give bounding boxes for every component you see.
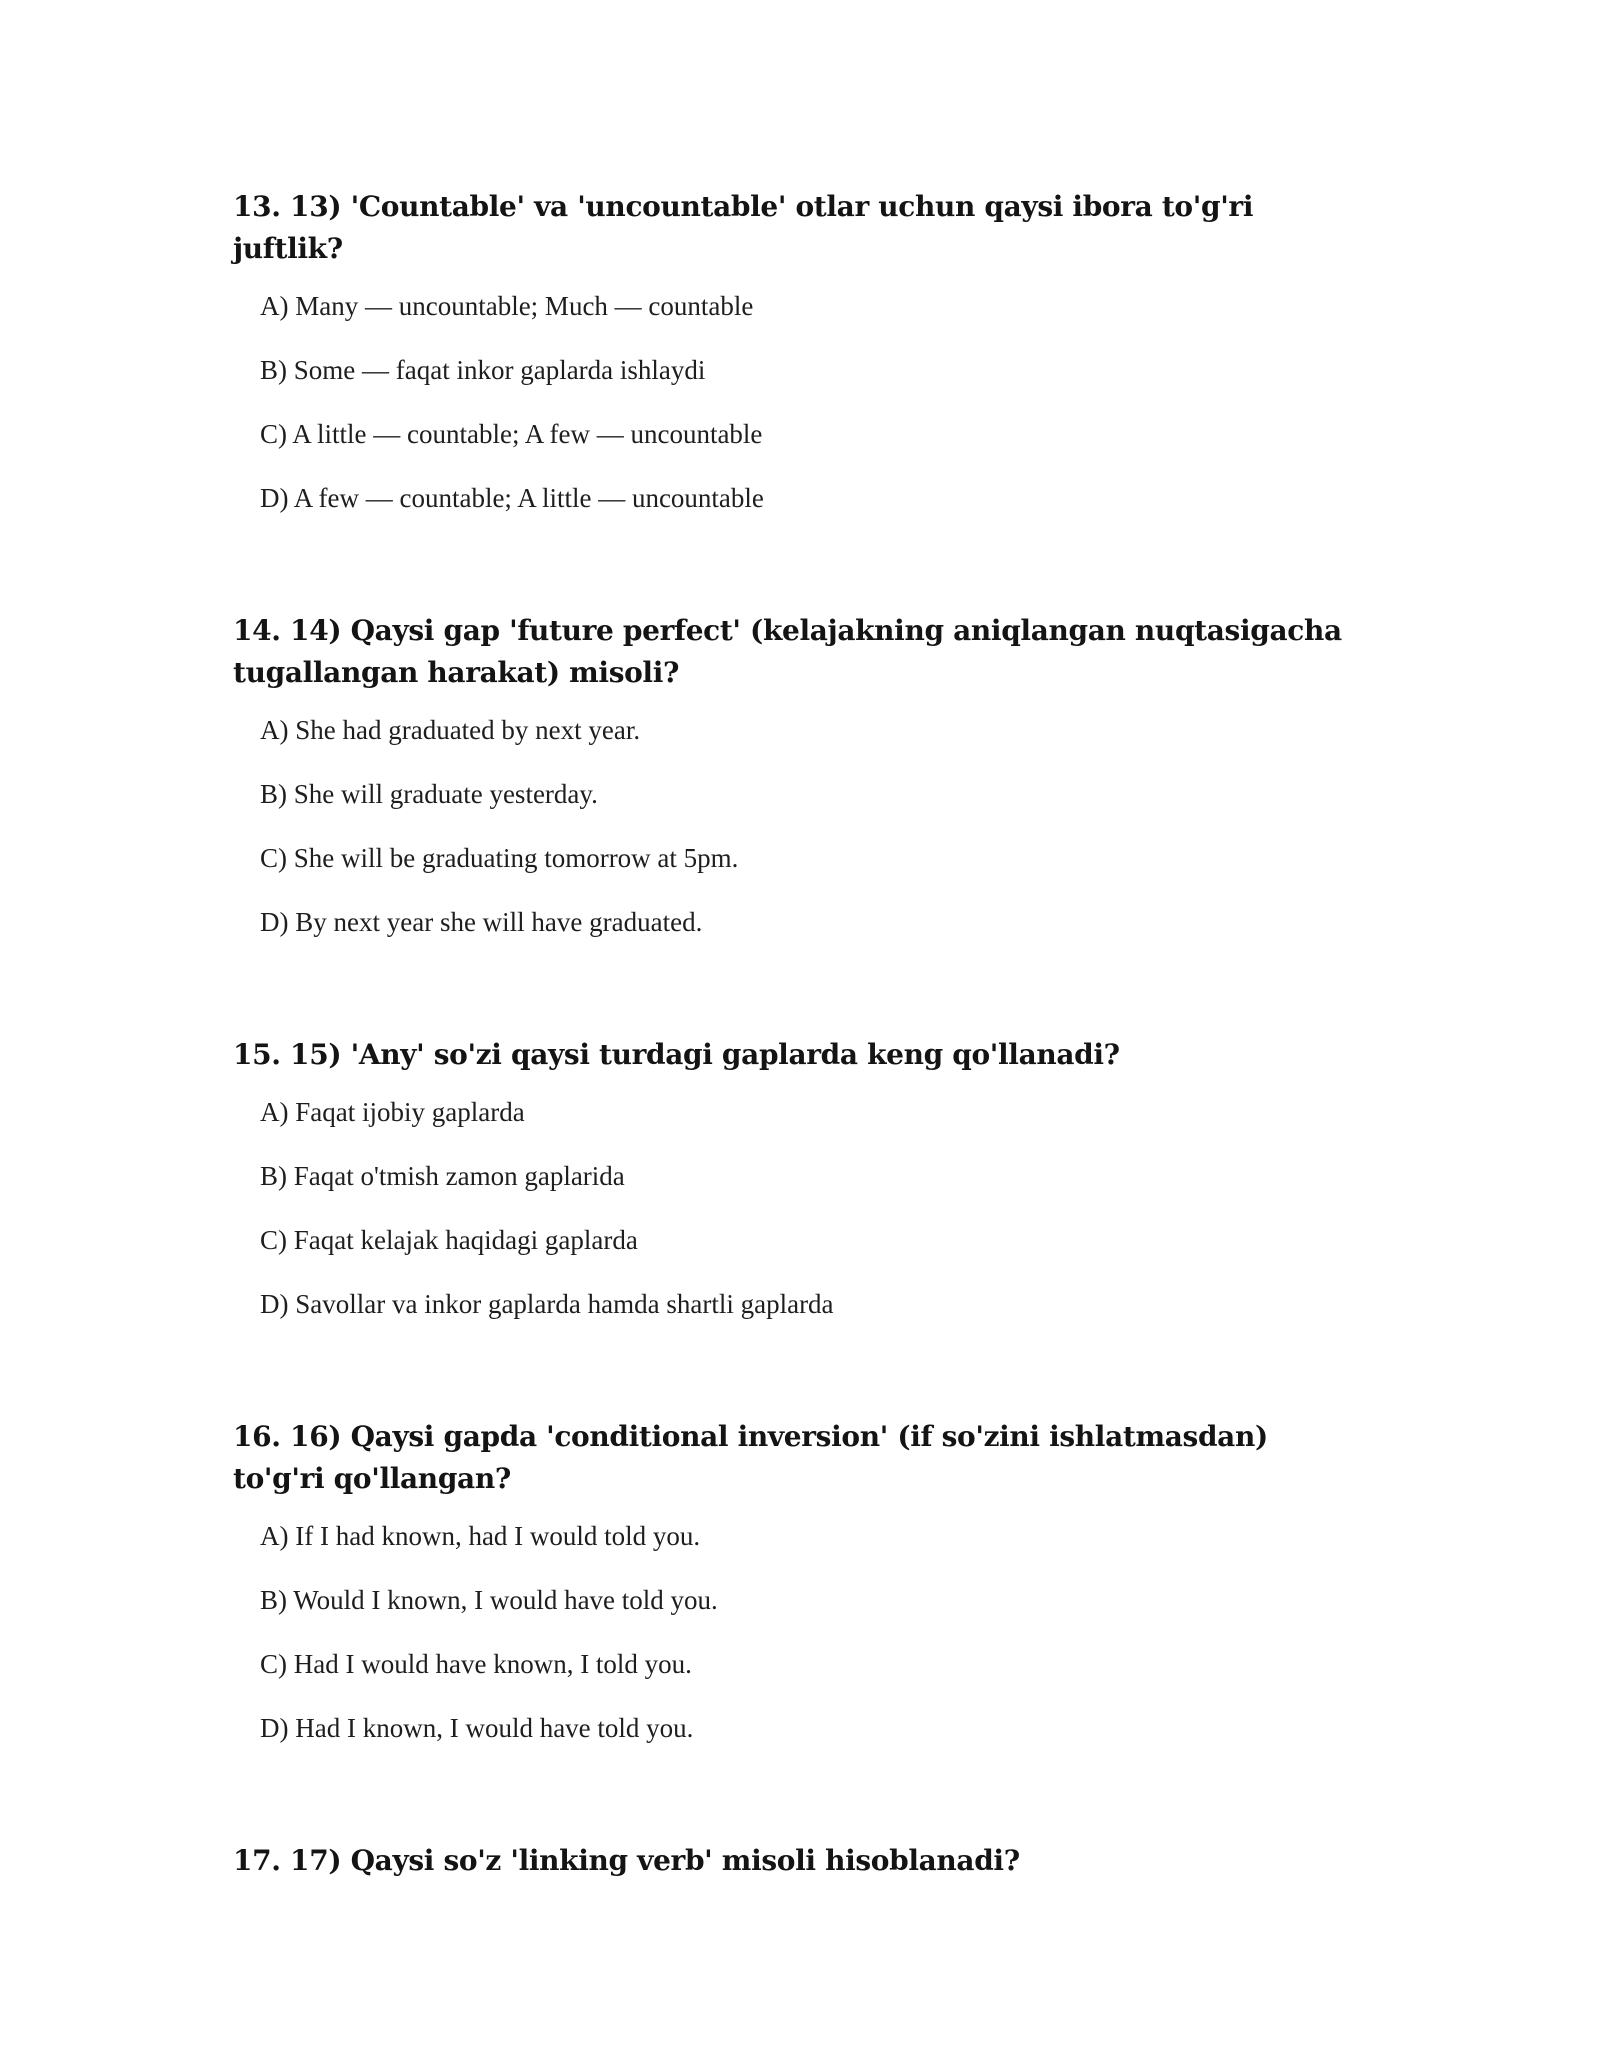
- answer-options: [260, 714, 1353, 938]
- question-14: [233, 610, 1353, 938]
- answer-options: [260, 290, 1353, 514]
- answer-option-c: C) A little — countable; A few — uncountable: [260, 419, 763, 449]
- question-title: 13. 13) 'Countable' va 'uncountable' otlar uchun qaysi ibora to'g'ri juftlik?: [233, 190, 1254, 265]
- answer-option-b: B) Faqat o'tmish zamon gaplarida: [260, 1161, 625, 1191]
- question-15: [233, 1034, 1353, 1320]
- answer-option-b: B) Would I known, I would have told you.: [260, 1585, 718, 1615]
- question-title: 14. 14) Qaysi gap 'future perfect' (kelajakning aniqlangan nuqtasigacha tugallangan harakat) misoli?: [233, 614, 1342, 689]
- answer-option-d: D) Savollar va inkor gaplarda hamda shartli gaplarda: [260, 1289, 834, 1319]
- answer-option-a: A) She had graduated by next year.: [260, 715, 641, 745]
- answer-option-a: A) Faqat ijobiy gaplarda: [260, 1097, 525, 1127]
- answer-option-d: D) A few — countable; A little — uncountable: [260, 483, 764, 513]
- question-title: 17. 17) Qaysi so'z 'linking verb' misoli hisoblanadi?: [233, 1844, 1020, 1877]
- answer-option-d: D) Had I known, I would have told you.: [260, 1713, 694, 1743]
- answer-option-a: A) If I had known, had I would told you.: [260, 1521, 701, 1551]
- question-13: [233, 186, 1353, 514]
- question-title: 16. 16) Qaysi gapda 'conditional inversion' (if so'zini ishlatmasdan) to'g'ri qo'llangan?: [233, 1420, 1268, 1495]
- answer-option-b: B) Some — faqat inkor gaplarda ishlaydi: [260, 355, 706, 385]
- question-17: [233, 1840, 1353, 1882]
- answer-option-d: D) By next year she will have graduated.: [260, 907, 703, 937]
- answer-options: [260, 1096, 1353, 1320]
- answer-option-c: C) Had I would have known, I told you.: [260, 1649, 692, 1679]
- question-title: 15. 15) 'Any' so'zi qaysi turdagi gaplarda keng qo'llanadi?: [233, 1038, 1120, 1071]
- answer-option-a: A) Many — uncountable; Much — countable: [260, 291, 754, 321]
- question-16: [233, 1416, 1353, 1744]
- answer-option-c: C) She will be graduating tomorrow at 5pm.: [260, 843, 739, 873]
- answer-option-b: B) She will graduate yesterday.: [260, 779, 598, 809]
- answer-options: [260, 1520, 1353, 1744]
- quiz-page: [233, 186, 1353, 1978]
- answer-option-c: C) Faqat kelajak haqidagi gaplarda: [260, 1225, 638, 1255]
